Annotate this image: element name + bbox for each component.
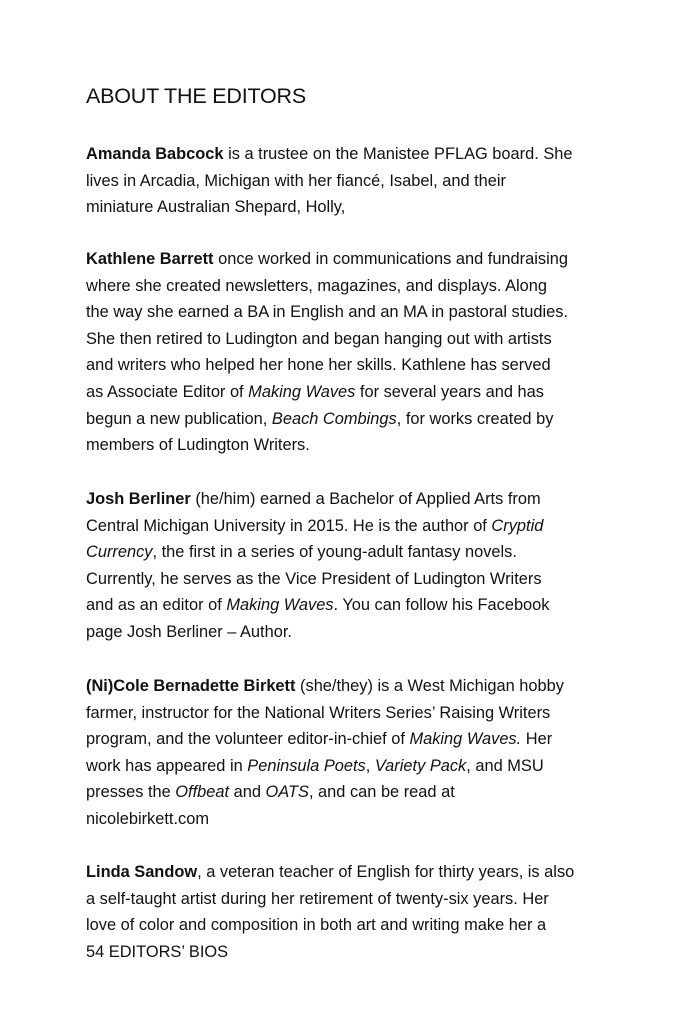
bio-line — [86, 141, 606, 168]
bio-line — [86, 273, 606, 300]
bio-line — [86, 406, 606, 433]
bio-text: (she/they) is a West Michigan hobby — [295, 677, 564, 695]
bio-text: as Associate Editor of — [86, 382, 249, 401]
bio-text: She then retired to Ludington and began hanging out with artists — [86, 329, 552, 348]
bio-line — [86, 859, 606, 886]
bio-text: , — [365, 756, 375, 775]
bio-text: work has appeared in — [86, 756, 248, 775]
bio-text: , and MSU — [466, 756, 544, 775]
bio-text: Currently, he serves as the Vice President of Ludington Writers — [86, 569, 542, 588]
editor-name: Amanda Babcock — [86, 145, 224, 163]
bio-text: farmer, instructor for the National Writers Series’ Raising Writers — [86, 703, 551, 722]
publication-title: Offbeat — [175, 783, 230, 802]
bio-line — [86, 513, 606, 540]
editor-name: Kathlene Barrett — [86, 250, 214, 268]
bio-text: presses the — [86, 783, 176, 802]
publication-title: Currency — [86, 543, 153, 562]
bio-line — [86, 246, 606, 273]
bio-line — [86, 673, 606, 700]
bio-text: is a trustee on the Manistee PFLAG board. She — [223, 145, 573, 163]
bio-line — [86, 886, 606, 913]
bio-text: for several years and has — [355, 382, 544, 401]
publication-title: Beach Combings — [271, 409, 397, 428]
editor-name: Linda Sandow — [86, 863, 198, 881]
bio-line — [86, 726, 606, 753]
bio-text: nicolebirkett.com — [86, 809, 209, 828]
bio-line — [86, 326, 606, 353]
bio-text: where she created newsletters, magazines, and displays. Along — [86, 276, 548, 295]
bio-text: , the first in a series of young-adult fantasy novels. — [152, 543, 517, 562]
bio-text: a self-taught artist during her retirement of twenty-six years. Her — [86, 889, 549, 908]
bio-text: . You can follow his Facebook — [333, 596, 550, 615]
bio-line — [86, 700, 606, 727]
bio-text: , and can be read at — [308, 783, 455, 802]
bio-text: page Josh Berliner – Author. — [86, 622, 292, 641]
bio-text: , for works created by — [396, 409, 554, 428]
bio-text: and as an editor of — [86, 596, 227, 615]
bio-line — [86, 299, 606, 326]
bio-line — [86, 806, 606, 833]
bio-kathlene-barrett — [86, 246, 606, 459]
bio-text: and writers who helped her hone her skills. Kathlene has served — [86, 356, 551, 375]
bio-line — [86, 592, 606, 619]
bio-text: love of color and composition in both art and writing make her a — [86, 916, 547, 935]
bio-line — [86, 619, 606, 646]
bio-text: , a veteran teacher of English for thirty years, is also — [197, 863, 575, 881]
bio-line — [86, 566, 606, 593]
bio-text: (he/him) earned a Bachelor of Applied Arts from — [190, 490, 541, 508]
bio-linda-sandow — [86, 859, 606, 939]
editor-name: Josh Berliner — [86, 490, 191, 508]
bio-text: Central Michigan University in 2015. He is the author of — [86, 516, 492, 535]
bio-amanda-babcock — [86, 141, 606, 221]
bio-line — [86, 539, 606, 566]
bio-text: once worked in communications and fundraising — [213, 250, 568, 268]
bio-text: the way she earned a BA in English and an MA in pastoral studies. — [86, 303, 569, 322]
bio-text: Her — [521, 730, 553, 749]
bio-line — [86, 912, 606, 939]
bio-text: begun a new publication, — [86, 409, 272, 428]
bio-josh-berliner — [86, 486, 606, 646]
bio-nicole-birkett — [86, 673, 606, 833]
bio-line — [86, 168, 606, 195]
publication-title: Peninsula Poets — [247, 756, 366, 775]
editor-name: (Ni)Cole Bernadette Birkett — [86, 677, 296, 695]
publication-title: Cryptid — [491, 516, 544, 535]
bio-text: program, and the volunteer editor-in-chief of — [86, 730, 410, 749]
publication-title: Making Waves. — [409, 730, 522, 749]
bio-line — [86, 486, 606, 513]
page-title: ABOUT THE EDITORS — [86, 84, 307, 108]
bio-line — [86, 194, 606, 221]
bio-text: members of Ludington Writers. — [86, 436, 310, 455]
bio-line — [86, 379, 606, 406]
bio-line — [86, 779, 606, 806]
bio-line — [86, 432, 606, 459]
publication-title: Making Waves — [226, 596, 334, 615]
page-footer: 54 EDITORS’ BIOS — [86, 943, 229, 961]
bio-text: miniature Australian Shepard, Holly, — [86, 198, 346, 217]
publication-title: Making Waves — [248, 382, 356, 401]
publication-title: Variety Pack — [374, 756, 467, 775]
bio-line — [86, 753, 606, 780]
bio-line — [86, 352, 606, 379]
bio-text: lives in Arcadia, Michigan with her fiancé, Isabel, and their — [86, 171, 507, 190]
bio-text: and — [229, 783, 266, 802]
publication-title: OATS — [265, 783, 309, 802]
